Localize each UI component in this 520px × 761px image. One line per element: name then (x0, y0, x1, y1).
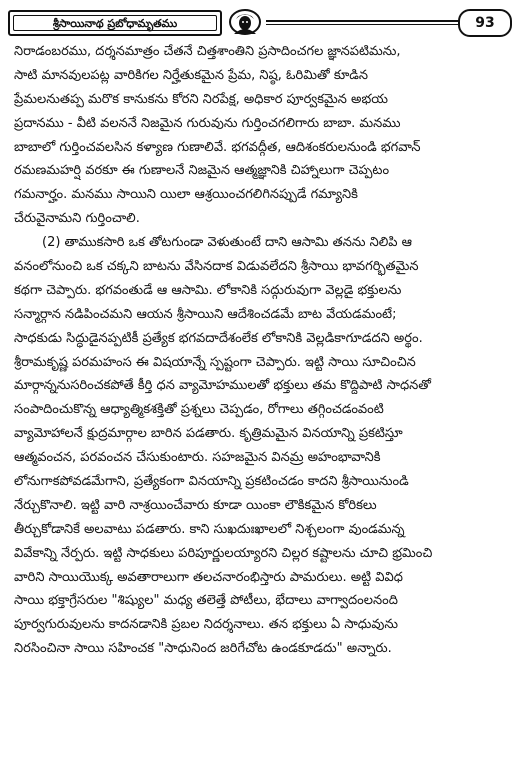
text-line: లోనుగాకపోవడమేగాని, ప్రత్యేకంగా వినయాన్ని ప్రకటించడం కాదని శ్రీసాయినుండి (14, 474, 409, 490)
text-line: మార్గాన్ననుసరించకపోతే కీర్తి ధన వ్యామోహములతో భక్తులు తమ కొద్దిపాటి సాధనతో (14, 378, 431, 394)
sai-portrait-emblem-icon (228, 8, 262, 36)
page-header (8, 8, 512, 38)
body-text (14, 40, 510, 661)
text-line: పూర్వగురువులను కాదనడానికి ప్రబల నిదర్శనాలు. తన భక్తులు ఏ సాధువును (14, 617, 399, 633)
text-line: సాటి మానవులపట్ల వారికిగల నిర్హేతుకమైన ప్రేమ, నిష్ఠ, ఓరిమితో కూడిన (14, 67, 369, 83)
page-number: 93 (458, 9, 512, 37)
header-rule-thin (266, 24, 462, 25)
text-line: చేరువైనామని గుర్తించాలి. (14, 211, 140, 227)
running-title-box (8, 10, 222, 36)
header-rule (266, 20, 462, 22)
text-line: వనంలోనుంచి ఒక చక్కని బాటను వేసినదాక విడువలేదని శ్రీసాయి భావగర్భితమైన (14, 259, 419, 275)
text-line: సంపాదించుకొన్న ఆధ్యాత్మికశక్తితో ప్రశ్నలు చెప్పడం, రోగాలు తగ్గించడంవంటి (14, 402, 384, 418)
text-line: ఆత్మవంచన, పరవంచన చేసుకుంటారు. సహజమైన వినమ్ర అహంభావానికి (14, 450, 381, 466)
text-line: సాయి భక్తాగ్రేసరుల "శిష్యుల" మధ్య తలెత్తే పోటీలు, భేదాలు వాగ్వాదంలనంది (14, 593, 398, 609)
text-line: వారిని సాయియొక్క అవతారాలుగా తలచనారంభిస్తారు పామరులు. అట్టి వివిధ (14, 569, 403, 585)
text-line: నేర్చుకొనాలి. ఇట్టి వారి నాశ్రయించేవారు కూడా యింకా లౌకికమైన కోరికలు (14, 497, 377, 513)
text-line: శ్రీరామకృష్ణ పరమహంస ఈ విషయాన్నే స్పష్టంగా చెప్పారు. ఇట్టి సాయి సూచించిన (14, 354, 416, 370)
text-line: వివేకాన్ని నేర్పరు. ఇట్టి సాధకులు పరిపూర్ణులయ్యారని చిల్లర కష్టాలను చూచి భ్రమించి (14, 545, 433, 561)
text-line: కథగా చెప్పారు. భగవంతుడే ఆ ఆసామి. లోకానికి సద్గురువుగా వెల్లడై భక్తులను (14, 282, 402, 298)
text-line: నిరాడంబరము, దర్శనమాత్రం చేతనే చిత్తశాంతిని ప్రసాదించగల జ్ఞానపటిమను, (14, 44, 401, 59)
text-line: గమనార్హం. మనము సాయిని యిలా ఆశ్రయించగలిగినప్పుడే గమ్యానికి (14, 187, 358, 203)
running-title: శ్రీసాయినాథ ప్రబోధామృతము (52, 16, 178, 30)
text-line: (2) తాముకసారి ఒక తోటగుండా వెళుతుంటే దాని ఆసామి తనను నిలిపి ఆ (42, 235, 413, 251)
text-line: సాధకుడు సిద్ధుడైనప్పటికీ ప్రత్యేక భగవదాదేశంలేక లోకానికి వెల్లడికాగూడదని అర్థం. (14, 330, 423, 346)
text-line: నిరసించినా సాయి సహించక "సాధునింద జరిగేచోట ఉండకూడదు" అన్నారు. (14, 641, 392, 657)
text-line: ప్రేమలనుతప్ప మరొక కానుకను కోరని నిరపేక్ష, అధికార పూర్వకమైన అభయ (14, 91, 388, 107)
text-line: బాబాలో గుర్తించవలసిన కళ్యాణ గుణాలివే. భగవద్గీత, ఆదిశంకరులనుండి భగవాన్ (14, 139, 421, 155)
text-line: రమణమహర్షి వరకూ ఈ గుణాలనే నిజమైన ఆత్మజ్ఞానికి చిహ్నాలుగా చెప్పటం (14, 163, 390, 179)
paragraph-1 (14, 40, 510, 231)
text-line: వ్యామోహాలనే క్షుద్రమార్గాల బారిన పడతారు. కృత్రిమమైన వినయాన్ని ప్రకటిస్తూ (14, 426, 403, 442)
text-line: ప్రదానము - వీటి వలననే నిజమైన గురువును గుర్తించగలిగారు బాబా. మనము (14, 115, 401, 131)
paragraph-2 (14, 231, 510, 661)
text-line: తీర్చుకోడానికే అలవాటు పడతారు. కాని సుఖదుఃఖాలలో నిశ్చలంగా వుండమన్న (14, 521, 405, 537)
text-line: సన్మార్గాన నడిపించమని ఆయన శ్రీసాయిని ఆదేశించడమే బాట వేయడమంటే; (14, 306, 397, 322)
